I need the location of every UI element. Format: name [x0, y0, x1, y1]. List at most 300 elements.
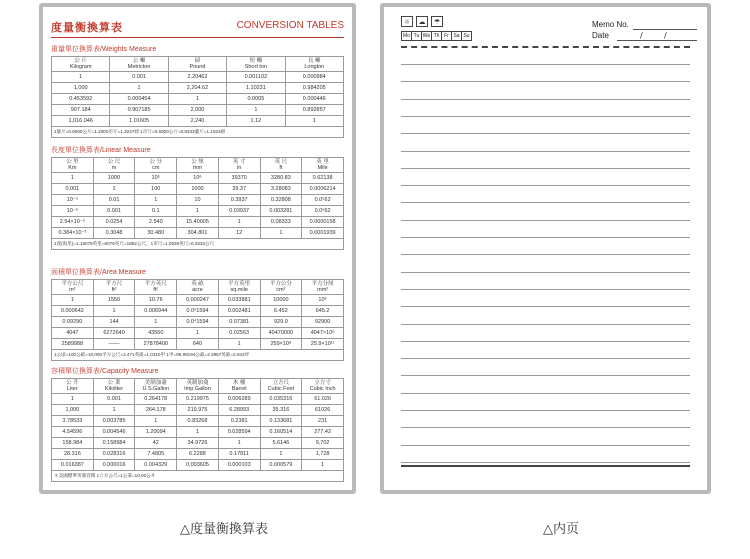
table-cell: 0.000984 [285, 72, 343, 83]
column-header [302, 280, 344, 295]
weights-table [51, 56, 344, 138]
weights-section [51, 44, 344, 138]
table-cell: 0.3048 [93, 228, 135, 239]
table-cell: 0.984205 [285, 83, 343, 94]
table-cell: 0.000642 [52, 306, 94, 317]
table-row [52, 405, 344, 416]
table-cell: 25.9×10¹¹ [302, 339, 344, 350]
column-header-en: Mile [317, 165, 328, 171]
table-cell: 15.40005 [177, 217, 219, 228]
table-cell: 0.004329 [135, 460, 177, 471]
table-cell: 0.0001939 [302, 228, 344, 239]
table-cell: 231 [302, 416, 344, 427]
table-cell: 3280.83 [260, 173, 302, 184]
table-cell: 1 [177, 328, 219, 339]
table-cell: 34.9726 [177, 438, 219, 449]
table-cell: 42 [135, 438, 177, 449]
column-header-en: Metricton [127, 64, 151, 70]
table-cell: 1550 [93, 295, 135, 306]
table-cell: 61.026 [302, 394, 344, 405]
table-cell: 0.453592 [52, 94, 110, 105]
table-cell: 1 [260, 228, 302, 239]
ruled-line [401, 220, 690, 221]
table-cell: 1 [135, 317, 177, 328]
column-header-cn: 磅 [194, 58, 201, 64]
table-cell: 645.2 [302, 306, 344, 317]
table-cell: 1 [168, 94, 226, 105]
table-cell: 10⁵ [135, 173, 177, 184]
table-cell: 259×10⁸ [260, 339, 302, 350]
weekday-box[interactable]: Mo [401, 31, 412, 41]
ruled-line [401, 445, 690, 446]
table-cell: 1 [302, 460, 344, 471]
table-cell: 10⁶ [302, 295, 344, 306]
table-cell: 1 [218, 217, 260, 228]
table-row [52, 416, 344, 427]
column-header-cn: 平方英尺 [144, 281, 167, 287]
table-cell: 1 [93, 306, 135, 317]
column-header-cn: 平方英里 [228, 281, 251, 287]
table-row [52, 94, 344, 105]
column-header-cn: 英 里 [316, 159, 329, 165]
table-cell: 1.01605 [110, 116, 168, 127]
column-header-en: m² [69, 287, 76, 293]
ruled-line [401, 64, 690, 65]
table-cell: 1 [218, 339, 260, 350]
ruled-line [401, 185, 690, 186]
table-cell: 1 [52, 394, 94, 405]
linear-section [51, 145, 344, 250]
table-cell: 1 [52, 295, 94, 306]
column-header-en: acre [192, 287, 203, 293]
table-cell: 0.028594 [218, 427, 260, 438]
ruled-line [401, 375, 690, 376]
column-header-cn: 公 里 [66, 159, 79, 165]
weekday-box[interactable]: Sa [451, 31, 462, 41]
table-cell: 0.0000158 [302, 217, 344, 228]
column-header-en: sq.mile [230, 287, 248, 293]
column-header-cn: 公 厘 [191, 159, 204, 165]
column-header [52, 379, 94, 394]
table-note: 1臺斤=0.6000公斤=1.2000市斤=1.3227磅 1市斤=0.5000公斤=0.8333臺斤=1.1023磅 [52, 127, 344, 138]
table-cell: 0.219975 [177, 394, 219, 405]
table-cell: 43560 [135, 328, 177, 339]
table-cell: 0.07381 [218, 317, 260, 328]
ruled-line [401, 237, 690, 238]
table-row [52, 427, 344, 438]
date-label: Date [592, 31, 609, 40]
table-cell: 1 [218, 438, 260, 449]
table-cell: 0.003785 [93, 416, 135, 427]
table-cell: 0.001 [93, 206, 135, 217]
table-cell: 0.2381 [218, 416, 260, 427]
column-header [218, 158, 260, 173]
table-cell: 2589988 [52, 339, 94, 350]
column-header [177, 158, 219, 173]
ruled-line [401, 393, 690, 394]
table-cell: 0.160514 [260, 427, 302, 438]
column-header-en: cm [152, 165, 160, 171]
table-cell: 1,000 [52, 83, 110, 94]
table-cell: 3.78533 [52, 416, 94, 427]
table-cell: 4047 [52, 328, 94, 339]
column-header-cn: 公 升 [66, 380, 79, 386]
column-header-en: mm [192, 165, 203, 171]
caption-left: △度量衡換算表 [180, 522, 268, 537]
column-header-cn: 英制加侖 [186, 380, 209, 386]
column-header-cn: 長 噸 [308, 58, 321, 64]
table-cell: 0.17811 [218, 449, 260, 460]
table-cell: 7.4805 [135, 449, 177, 460]
table-cell: 0.000016 [93, 460, 135, 471]
weekday-box[interactable]: Su [461, 31, 472, 41]
table-cell: 907.184 [52, 105, 110, 116]
table-cell: 10⁶ [177, 173, 219, 184]
table-cell: 1 [135, 416, 177, 427]
table-cell: 0.003281 [260, 206, 302, 217]
column-header [302, 379, 344, 394]
column-header-en: Kiloliter [105, 386, 124, 392]
table-row [52, 460, 344, 471]
table-cell: 277.42 [302, 427, 344, 438]
table-cell: 10 [177, 195, 219, 206]
table-cell: 1 [177, 206, 219, 217]
table-cell: 6.28993 [218, 405, 260, 416]
column-header-en: ft² [111, 287, 117, 293]
table-cell: 0.0254 [93, 217, 135, 228]
column-header [260, 158, 302, 173]
column-header-cn: 公 尺 [107, 159, 121, 165]
ruled-line [401, 254, 690, 255]
weekday-boxes [401, 31, 471, 41]
column-header [177, 379, 219, 394]
column-header-en: Liter [67, 386, 78, 392]
table-cell: 0.02563 [218, 328, 260, 339]
table-cell: 929.0 [260, 317, 302, 328]
column-header-cn: 英 尺 [274, 159, 288, 165]
date-separator: / [640, 31, 643, 40]
column-header-en: Longton [304, 64, 325, 70]
table-cell: 264.178 [135, 405, 177, 416]
table-cell: 2,240 [168, 116, 226, 127]
table-cell: 1,728 [302, 449, 344, 460]
area-section [51, 267, 344, 361]
table-row [52, 306, 344, 317]
column-header-cn: 平方公尺 [61, 281, 84, 287]
column-header-en: mm² [317, 287, 329, 293]
column-header [52, 158, 94, 173]
table-cell: 0.001 [93, 394, 135, 405]
ruled-line [401, 324, 690, 325]
table-cell: 10⁻⁵ [52, 195, 94, 206]
caption-right: △内页 [543, 522, 579, 537]
column-header [110, 57, 168, 72]
table-cell: 0.016387 [52, 460, 94, 471]
table-row [52, 184, 344, 195]
column-header-en: Imp.Gallon [184, 386, 211, 392]
table-row [52, 206, 344, 217]
table-cell: 0.158984 [93, 438, 135, 449]
ruled-line [401, 99, 690, 100]
column-header-en: ft² [153, 287, 159, 293]
table-cell: 1.12 [227, 116, 285, 127]
column-header [168, 57, 226, 72]
column-header-en: Barrel [231, 386, 247, 392]
table-cell: 2,204.62 [168, 83, 226, 94]
table-cell: 1 [93, 405, 135, 416]
table-cell: 0.62138 [302, 173, 344, 184]
table-cell: 1 [52, 173, 94, 184]
table-note: 1公頃=100公畝=10,000平方公尺=2.471英畝=1.0310甲 1甲=96.99194公畝=2.3967英畝=2,934坪 [52, 350, 344, 361]
table-cell: 0.001 [110, 72, 168, 83]
table-cell: 0.004546 [93, 427, 135, 438]
weekday-box[interactable]: We [422, 33, 431, 39]
ruled-line [401, 151, 690, 152]
bottom-rule [401, 465, 690, 467]
column-header [177, 280, 219, 295]
table-cell: 10⁻⁶ [52, 206, 94, 217]
table-cell: 1 [93, 184, 135, 195]
column-header-cn: 英 畝 [191, 281, 204, 287]
table-row [52, 339, 344, 350]
table-cell: 0.03937 [218, 206, 260, 217]
rain-icon: ☂ [431, 16, 443, 27]
table-cell: 0.0⁶1594 [177, 306, 219, 317]
ruled-line [401, 202, 690, 203]
table-cell: 1.10231 [227, 83, 285, 94]
cloud-icon: ☁ [416, 16, 428, 27]
table-cell: 0.006289 [218, 394, 260, 405]
table-cell: 0.001102 [227, 72, 285, 83]
table-cell: 39370 [218, 173, 260, 184]
table-cell: 12 [218, 228, 260, 239]
date-line [617, 40, 697, 41]
table-row [52, 317, 344, 328]
table-cell: 0.0005 [227, 94, 285, 105]
ruled-line [401, 81, 690, 82]
table-cell: 0.384×10⁻³ [52, 228, 94, 239]
memo-page [380, 3, 711, 494]
table-cell: 1 [52, 72, 110, 83]
conversion-tables-page [39, 3, 356, 494]
table-note: 1浬(海里)=1.15078英里=6076英尺=1852公尺，1市尺=1.0936英尺=0.3333公尺 [52, 239, 344, 250]
table-cell: 304.801 [177, 228, 219, 239]
linear-table [51, 157, 344, 250]
table-row [52, 116, 344, 127]
table-cell: 0.0⁵62 [302, 195, 344, 206]
ruled-line [401, 116, 690, 117]
column-header-en: ft [279, 165, 283, 171]
table-cell: 0.006944 [135, 306, 177, 317]
table-row [52, 328, 344, 339]
column-header-en: cm² [276, 287, 286, 293]
table-note: ＊美國標準英制容積 1立方公尺=1公秉=10.00公升 [52, 471, 344, 482]
column-header [135, 379, 177, 394]
table-cell: 10000 [260, 295, 302, 306]
column-header-cn: 平方尺 [105, 281, 123, 287]
table-row [52, 228, 344, 239]
table-cell: 2.20462 [168, 72, 226, 83]
table-cell: 27878400 [135, 339, 177, 350]
table-cell: 1,000 [52, 405, 94, 416]
ruled-line [401, 410, 690, 411]
table-cell: 6.2288 [177, 449, 219, 460]
date-separator: / [664, 31, 667, 40]
table-cell: 1.20094 [135, 427, 177, 438]
column-header [93, 280, 135, 295]
table-cell: 30.480 [135, 228, 177, 239]
column-header-cn: 公 斤 [74, 58, 87, 64]
table-cell: 9,702 [302, 438, 344, 449]
table-cell: 61026 [302, 405, 344, 416]
ruled-line [401, 272, 690, 273]
table-cell: 0.3937 [218, 195, 260, 206]
column-header-cn: 平方公分 [269, 281, 292, 287]
column-header [260, 379, 302, 394]
column-header [52, 280, 94, 295]
memo-label: Memo No. [592, 20, 629, 29]
column-header-cn: 木 桶 [232, 380, 246, 386]
table-cell: 40470000 [260, 328, 302, 339]
table-cell: 28.316 [52, 449, 94, 460]
table-row [52, 438, 344, 449]
ruled-line [401, 133, 690, 134]
column-header-cn: 平方分厘 [311, 281, 334, 287]
table-cell: 0.0⁶62 [302, 206, 344, 217]
table-cell: 5.6146 [260, 438, 302, 449]
table-cell: 0.264178 [135, 394, 177, 405]
ruled-line [401, 289, 690, 290]
table-row [52, 295, 344, 306]
table-cell: 0.001 [52, 184, 94, 195]
table-cell: 0.09290 [52, 317, 94, 328]
table-row [52, 449, 344, 460]
table-row [52, 195, 344, 206]
column-header [218, 280, 260, 295]
table-cell: 1 [135, 195, 177, 206]
table-cell: 0.000103 [218, 460, 260, 471]
table-row [52, 72, 344, 83]
column-header-en: Pound [189, 64, 206, 70]
table-cell: —— [93, 339, 135, 350]
table-cell: 1 [177, 427, 219, 438]
table-cell: 1,016.046 [52, 116, 110, 127]
table-cell: 0.028316 [93, 449, 135, 460]
table-cell: 0.035316 [260, 394, 302, 405]
weather-icons [401, 16, 443, 27]
table-cell: 2,000 [168, 105, 226, 116]
column-header-cn: 美制加侖 [144, 380, 167, 386]
column-header-cn: 英 寸 [232, 159, 246, 165]
ruled-line [401, 168, 690, 169]
table-cell: 4047×10⁶ [302, 328, 344, 339]
header-dashed-rule [401, 46, 690, 48]
column-header [93, 379, 135, 394]
weekday-box[interactable]: Th [431, 31, 442, 41]
column-header-en: Cubic Inch [309, 386, 336, 392]
table-cell: 39.37 [218, 184, 260, 195]
column-header [135, 158, 177, 173]
table-cell: 6272640 [93, 328, 135, 339]
column-header-en: Cubic Feet [267, 386, 295, 392]
table-cell: 0.32808 [260, 195, 302, 206]
table-cell: 0.000579 [260, 460, 302, 471]
sun-icon: ☼ [401, 16, 413, 27]
table-row [52, 83, 344, 94]
page-title-en: CONVERSION TABLES [236, 20, 344, 31]
table-cell: 6.452 [260, 306, 302, 317]
column-header [227, 57, 285, 72]
table-cell: 1000 [177, 184, 219, 195]
column-header-en: Kilogram [69, 64, 92, 70]
capacity-section [51, 366, 344, 482]
column-header-en: in [237, 165, 242, 171]
weekday-box[interactable]: Tu [411, 31, 422, 41]
weekday-box[interactable]: Fr [441, 31, 452, 41]
weights-title: 重量單位換算表/Weights Measure [51, 46, 157, 53]
table-row [52, 173, 344, 184]
table-cell: 144 [93, 317, 135, 328]
column-header-cn: 公 秉 [107, 380, 121, 386]
ruled-line [401, 306, 690, 307]
table-cell: 0.000247 [177, 295, 219, 306]
column-header-en: Short ton [244, 64, 268, 70]
table-cell: 0.000454 [110, 94, 168, 105]
table-cell: 0.0006214 [302, 184, 344, 195]
table-cell: 35.316 [260, 405, 302, 416]
table-cell: 1 [285, 116, 343, 127]
table-cell: 92900 [302, 317, 344, 328]
table-cell: 1 [260, 449, 302, 460]
table-cell: 640 [177, 339, 219, 350]
column-header [302, 158, 344, 173]
column-header [285, 57, 343, 72]
table-cell: 0.003605 [177, 460, 219, 471]
column-header-cn: 公 分 [149, 159, 163, 165]
column-header-en: m [111, 165, 117, 171]
table-cell: 219.975 [177, 405, 219, 416]
table-cell: 2.540 [135, 217, 177, 228]
ruled-line [401, 427, 690, 428]
ruled-line [401, 358, 690, 359]
table-cell: 1 [110, 83, 168, 94]
linear-title: 長度單位換算表/Linear Measure [51, 147, 151, 154]
table-cell: 0.002481 [218, 306, 260, 317]
table-row [52, 217, 344, 228]
column-header-en: Km [68, 165, 77, 171]
table-cell: 0.08333 [260, 217, 302, 228]
capacity-table [51, 378, 344, 482]
column-header-cn: 公 噸 [132, 58, 146, 64]
page-title-cn: 度量衡換算表 [51, 21, 123, 34]
table-cell: 10.76 [135, 295, 177, 306]
area-table [51, 279, 344, 361]
column-header-cn: 立方寸 [314, 380, 331, 386]
column-header-cn: 短 噸 [249, 58, 263, 64]
table-cell: 0.133681 [260, 416, 302, 427]
column-header [135, 280, 177, 295]
table-cell: 158.984 [52, 438, 94, 449]
table-cell: 0.033881 [218, 295, 260, 306]
column-header [93, 158, 135, 173]
table-cell: 0.000446 [285, 94, 343, 105]
table-row [52, 394, 344, 405]
table-cell: 1000 [93, 173, 135, 184]
area-title: 面積單位換算表/Area Measure [51, 269, 146, 276]
column-header-en: U.S.Gallon [142, 386, 170, 392]
table-cell: 0.0⁴1594 [177, 317, 219, 328]
column-header [218, 379, 260, 394]
